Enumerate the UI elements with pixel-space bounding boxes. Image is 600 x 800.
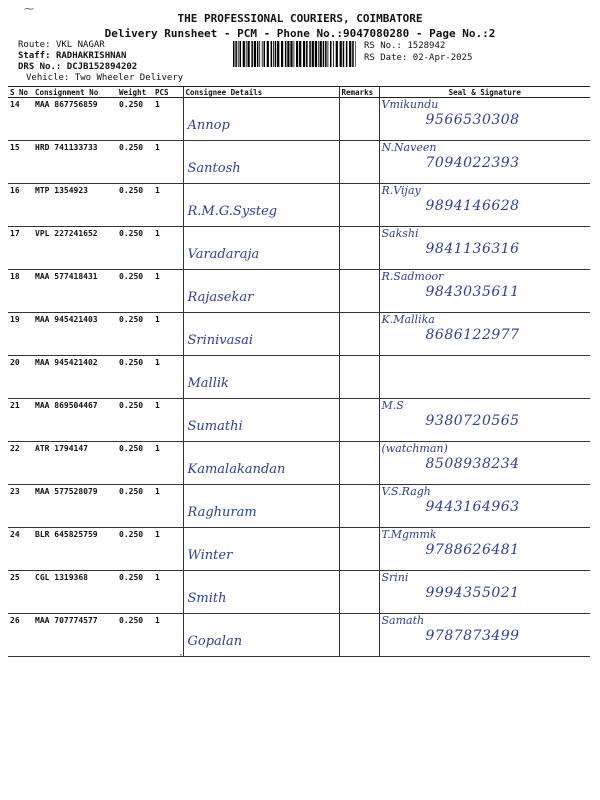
rs-date-line	[364, 53, 472, 63]
row-pcs: 1	[153, 442, 183, 485]
drs-label: DRS No.:	[18, 62, 62, 72]
barcode-bar	[309, 41, 311, 67]
signature-name: T.Mgmmk	[381, 528, 437, 541]
barcode-bar	[259, 41, 260, 67]
barcode-bar	[340, 41, 342, 67]
row-pcs: 1	[153, 184, 183, 227]
signature-phone: 9994355021	[425, 585, 520, 601]
table-row	[8, 356, 590, 399]
table-row	[8, 313, 590, 356]
rs-date-label: RS Date:	[364, 53, 408, 63]
barcode-bar	[264, 41, 266, 67]
barcode-bar	[287, 41, 289, 67]
drs-value: DCJB152894202	[66, 62, 138, 72]
col-weight: Weight	[117, 87, 153, 98]
barcode-bar	[285, 41, 287, 67]
table-row	[8, 399, 590, 442]
staff-label: Staff:	[18, 51, 51, 61]
table-row	[8, 184, 590, 227]
row-remarks	[339, 227, 379, 270]
signature-name: (watchman)	[381, 442, 448, 455]
row-remarks	[339, 270, 379, 313]
row-signature	[379, 571, 590, 614]
row-pcs: 1	[153, 528, 183, 571]
barcode-bar	[273, 41, 274, 67]
signature-name: N.Naveen	[381, 141, 437, 154]
row-signature	[379, 399, 590, 442]
row-pcs: 1	[153, 614, 183, 657]
col-remarks: Remarks	[339, 87, 379, 98]
stray-mark: ⁓	[24, 4, 34, 15]
row-signature	[379, 528, 590, 571]
barcode-bar	[296, 41, 298, 67]
signature-name: K.Mallika	[381, 313, 435, 326]
row-signature	[379, 141, 590, 184]
row-sno: 26	[8, 614, 33, 657]
row-sno: 22	[8, 442, 33, 485]
signature-phone: 9566530308	[425, 112, 520, 128]
barcode-bar	[277, 41, 279, 67]
barcode-bar	[254, 41, 256, 67]
signature-phone: 9380720565	[425, 413, 520, 429]
barcode-bar	[251, 41, 253, 67]
row-weight: 0.250	[117, 528, 153, 571]
barcode-bar	[235, 41, 237, 67]
consignee-handwriting: Mallik	[187, 376, 229, 391]
barcode-bar	[303, 41, 305, 67]
signature-name: M.S	[381, 399, 404, 412]
barcode-bar	[262, 41, 263, 67]
route-value: VKL NAGAR	[55, 40, 105, 50]
signature-name: R.Vijay	[381, 184, 421, 197]
table-row	[8, 528, 590, 571]
row-consignee	[183, 528, 339, 571]
barcode-bar	[312, 41, 314, 67]
signature-phone: 8508938234	[425, 456, 520, 472]
row-remarks	[339, 485, 379, 528]
barcode-bar	[243, 41, 245, 67]
rs-no-line	[364, 41, 445, 51]
consignee-handwriting: Winter	[187, 548, 233, 563]
row-pcs: 1	[153, 356, 183, 399]
signature-phone: 8686122977	[425, 327, 520, 343]
row-consignee	[183, 399, 339, 442]
row-consignee	[183, 227, 339, 270]
barcode-bar	[238, 41, 239, 67]
row-consignment: MAA 577528079	[33, 485, 117, 528]
row-remarks	[339, 571, 379, 614]
signature-name: V.S.Ragh	[381, 485, 431, 498]
signature-name: R.Sadmoor	[381, 270, 444, 283]
row-weight: 0.250	[117, 356, 153, 399]
barcode-bar	[330, 41, 332, 67]
barcode-bar	[271, 41, 273, 67]
table-row	[8, 227, 590, 270]
signature-phone: 9843035611	[425, 284, 520, 300]
barcode-bar	[343, 41, 345, 67]
barcode-bar	[315, 41, 317, 67]
runsheet-table	[8, 86, 590, 657]
row-consignee	[183, 571, 339, 614]
row-sno: 15	[8, 141, 33, 184]
signature-name: Samath	[381, 614, 425, 627]
row-weight: 0.250	[117, 313, 153, 356]
barcode-bar	[352, 41, 354, 67]
signature-phone: 9788626481	[425, 542, 520, 558]
consignee-handwriting: Gopalan	[187, 634, 243, 649]
barcode-bar	[346, 41, 348, 67]
row-sno: 14	[8, 98, 33, 141]
staff-value: RADHAKRISHNAN	[55, 51, 127, 61]
consignee-handwriting: Sumathi	[187, 419, 243, 434]
consignee-handwriting: Srinivasai	[187, 333, 253, 348]
barcode-bar	[306, 41, 308, 67]
barcode-bar	[233, 41, 235, 67]
row-consignee	[183, 442, 339, 485]
consignee-handwriting: Rajasekar	[187, 290, 254, 305]
col-consignment: Consignment No	[33, 87, 117, 98]
row-pcs: 1	[153, 485, 183, 528]
row-remarks	[339, 528, 379, 571]
row-consignment: MAA 945421403	[33, 313, 117, 356]
barcode-bar	[355, 41, 356, 67]
row-weight: 0.250	[117, 571, 153, 614]
row-weight: 0.250	[117, 141, 153, 184]
row-remarks	[339, 98, 379, 141]
barcode-bar	[333, 41, 334, 67]
route-line	[18, 40, 105, 50]
row-consignment: MAA 707774577	[33, 614, 117, 657]
barcode-bar	[325, 41, 327, 67]
consignee-handwriting: R.M.G.Systeg	[187, 204, 278, 219]
row-remarks	[339, 614, 379, 657]
barcode	[233, 41, 356, 67]
row-weight: 0.250	[117, 184, 153, 227]
row-signature	[379, 485, 590, 528]
table-row	[8, 485, 590, 528]
barcode-bar	[267, 41, 269, 67]
row-sno: 17	[8, 227, 33, 270]
runsheet-subtitle: Delivery Runsheet - PCM - Phone No.:9047080280 - Page No.:2	[104, 27, 496, 40]
consignee-handwriting: Smith	[187, 591, 227, 606]
barcode-bar	[290, 41, 292, 67]
row-consignment: CGL 1319368	[33, 571, 117, 614]
row-pcs: 1	[153, 227, 183, 270]
signature-phone: 9443164963	[425, 499, 520, 515]
row-pcs: 1	[153, 571, 183, 614]
row-consignee	[183, 313, 339, 356]
vehicle-value: Two Wheeler Delivery	[74, 73, 184, 83]
row-consignment: HRD 741133733	[33, 141, 117, 184]
drs-line	[18, 62, 137, 72]
row-consignee	[183, 614, 339, 657]
row-consignment: MAA 867756859	[33, 98, 117, 141]
rs-date-value: 02-Apr-2025	[412, 53, 473, 63]
row-remarks	[339, 356, 379, 399]
row-consignment: VPL 227241652	[33, 227, 117, 270]
col-sno: S No	[8, 87, 33, 98]
row-consignee	[183, 356, 339, 399]
row-signature	[379, 442, 590, 485]
signature-name: Srini	[381, 571, 409, 584]
runsheet-title: THE PROFESSIONAL COURIERS, COIMBATORE	[177, 12, 423, 25]
row-remarks	[339, 184, 379, 227]
row-sno: 24	[8, 528, 33, 571]
vehicle-label: Vehicle:	[26, 73, 70, 83]
row-pcs: 1	[153, 141, 183, 184]
route-label: Route:	[18, 40, 51, 50]
row-weight: 0.250	[117, 399, 153, 442]
table-row	[8, 270, 590, 313]
signature-phone: 9787873499	[425, 628, 520, 644]
signature-phone: 9894146628	[425, 198, 520, 214]
row-weight: 0.250	[117, 442, 153, 485]
consignee-handwriting: Annop	[187, 118, 230, 133]
row-remarks	[339, 442, 379, 485]
signature-phone: 9841136316	[425, 241, 520, 257]
consignee-handwriting: Kamalakandan	[187, 462, 286, 477]
row-signature	[379, 356, 590, 399]
row-remarks	[339, 313, 379, 356]
barcode-bar	[328, 41, 329, 67]
row-weight: 0.250	[117, 485, 153, 528]
barcode-bar	[281, 41, 283, 67]
row-weight: 0.250	[117, 98, 153, 141]
row-remarks	[339, 141, 379, 184]
table-row	[8, 571, 590, 614]
row-consignment: ATR 1794147	[33, 442, 117, 485]
row-weight: 0.250	[117, 270, 153, 313]
row-pcs: 1	[153, 98, 183, 141]
row-signature	[379, 614, 590, 657]
row-consignment: MTP 1354923	[33, 184, 117, 227]
consignee-handwriting: Varadaraja	[187, 247, 260, 262]
rs-no-value: 1528942	[407, 41, 446, 51]
row-signature	[379, 227, 590, 270]
signature-phone: 7094022393	[425, 155, 520, 171]
row-signature	[379, 270, 590, 313]
signature-name: Vmikundu	[381, 98, 439, 111]
row-remarks	[339, 399, 379, 442]
row-sno: 16	[8, 184, 33, 227]
row-signature	[379, 313, 590, 356]
consignee-handwriting: Santosh	[187, 161, 241, 176]
table-row	[8, 98, 590, 141]
row-consignee	[183, 485, 339, 528]
row-consignee	[183, 141, 339, 184]
row-pcs: 1	[153, 399, 183, 442]
row-pcs: 1	[153, 270, 183, 313]
col-consignee: Consignee Details	[183, 87, 339, 98]
row-consignee	[183, 270, 339, 313]
row-signature	[379, 184, 590, 227]
row-consignment: MAA 945421402	[33, 356, 117, 399]
row-consignment: BLR 645825759	[33, 528, 117, 571]
vehicle-line	[26, 73, 183, 83]
row-sno: 25	[8, 571, 33, 614]
barcode-bar	[299, 41, 301, 67]
barcode-bar	[336, 41, 338, 67]
barcode-bar	[349, 41, 351, 67]
table-header	[8, 87, 590, 98]
row-weight: 0.250	[117, 614, 153, 657]
row-sno: 19	[8, 313, 33, 356]
row-signature	[379, 98, 590, 141]
table-row	[8, 614, 590, 657]
barcode-bar	[318, 41, 319, 67]
row-consignee	[183, 98, 339, 141]
row-weight: 0.250	[117, 227, 153, 270]
col-seal: Seal & Signature	[379, 87, 590, 98]
row-pcs: 1	[153, 313, 183, 356]
row-sno: 21	[8, 399, 33, 442]
row-sno: 23	[8, 485, 33, 528]
barcode-bar	[294, 41, 295, 67]
barcode-bar	[240, 41, 242, 67]
row-sno: 18	[8, 270, 33, 313]
row-consignee	[183, 184, 339, 227]
row-sno: 20	[8, 356, 33, 399]
row-consignment: MAA 577418431	[33, 270, 117, 313]
barcode-bar	[248, 41, 250, 67]
barcode-bar	[323, 41, 325, 67]
barcode-bar	[246, 41, 247, 67]
signature-name: Sakshi	[381, 227, 419, 240]
table-row	[8, 141, 590, 184]
stray-mark: ·	[178, 650, 185, 661]
row-consignment: MAA 869504467	[33, 399, 117, 442]
col-pcs: PCS	[153, 87, 183, 98]
rs-no-label: RS No.:	[364, 41, 402, 51]
staff-line	[18, 51, 126, 61]
barcode-bar	[257, 41, 259, 67]
barcode-bar	[320, 41, 322, 67]
consignee-handwriting: Raghuram	[187, 505, 257, 520]
barcode-bar	[275, 41, 277, 67]
table-row	[8, 442, 590, 485]
